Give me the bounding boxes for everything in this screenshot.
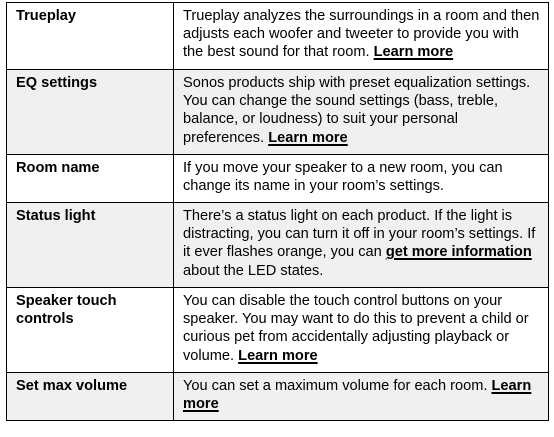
setting-description [174, 203, 549, 288]
description-text: There’s a status light on each product. If the light is distracting, you can turn it off in your room’s settings. If it ever flashes orange, you can [183, 208, 536, 261]
setting-description [174, 70, 549, 155]
table-row [7, 155, 549, 203]
description-text: You can set a maximum volume for each room. [183, 378, 492, 394]
learn-more-link[interactable]: Learn more [268, 129, 348, 146]
setting-name: Set max volume [7, 373, 174, 421]
setting-name: EQ settings [7, 70, 174, 155]
learn-more-link[interactable]: Learn more [238, 347, 318, 364]
setting-name: Speaker touch controls [7, 288, 174, 373]
table-row [7, 288, 549, 373]
description-text: Sonos products ship with preset equalization settings. You can change the sound settings (bass, treble, balance, or loudness) to suit your personal preferences. [183, 75, 531, 146]
setting-description [174, 3, 549, 70]
setting-name: Room name [7, 155, 174, 203]
table-row [7, 373, 549, 421]
learn-more-link[interactable]: Learn more [373, 44, 454, 61]
setting-name: Status light [7, 203, 174, 288]
description-text: Trueplay analyzes the surroundings in a room and then adjusts each woofer and tweeter to provide you with the best sound for that room. [183, 8, 540, 61]
setting-name: Trueplay [7, 3, 174, 70]
setting-description [174, 288, 549, 373]
description-text: You can disable the touch control buttons on your speaker. You may want to do this to prevent a child or curious pet from accidentally adjusting playback or volume. [183, 293, 529, 364]
get-more-information-link[interactable]: get more information [385, 244, 532, 261]
table-row [7, 203, 549, 288]
description-text: If you move your speaker to a new room, you can change its name in your room’s settings. [183, 160, 503, 195]
settings-table [6, 2, 549, 421]
setting-description [174, 373, 549, 421]
table-row [7, 70, 549, 155]
table-row [7, 3, 549, 70]
learn-more-link[interactable]: Learn more [183, 378, 532, 413]
setting-description [174, 155, 549, 203]
description-text-after: about the LED states. [183, 262, 324, 279]
